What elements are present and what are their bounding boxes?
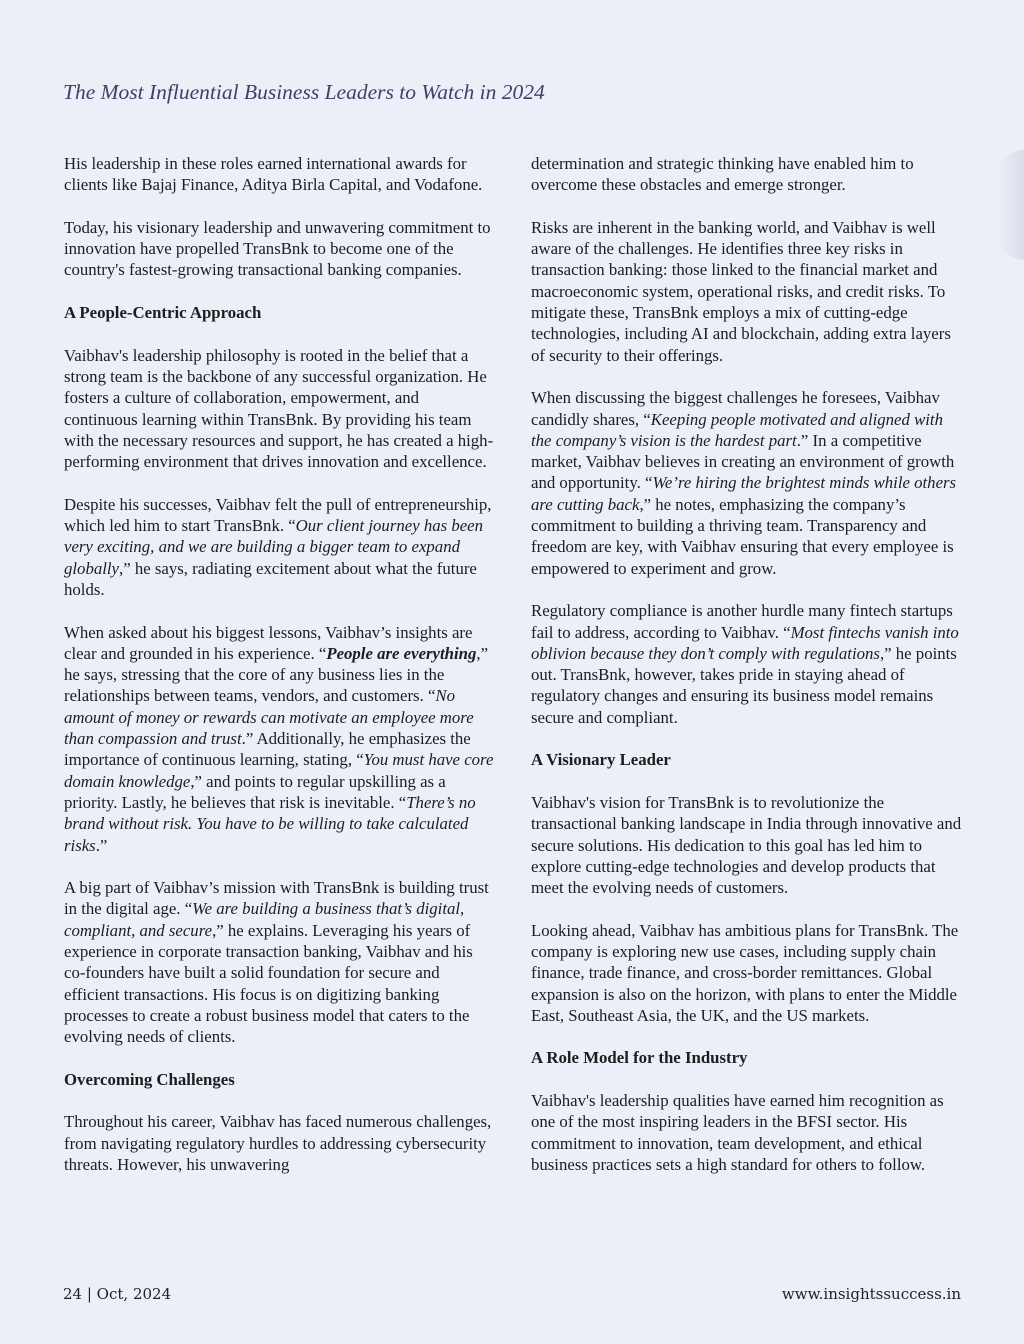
paragraph-text: Risks are inherent in the banking world, and Vaibhav is well aware of the challenges. He identifies three key risks in transaction banking: those linked to the financial market and macroeconomic system, operational risks, and credit risks. To mitigate these, TransBnk employs a mix of cutting-edge technologies, including AI and blockchain, adding extra layers of security to their offerings.	[531, 217, 951, 365]
paragraph-text: determination and strategic thinking have enabled him to overcome these obstacles and emerge stronger.	[531, 154, 914, 195]
emphasized-quote-text: People are everything	[326, 643, 477, 663]
paragraph-text: Today, his visionary leadership and unwavering commitment to innovation have propelled TransBnk to become one of the country's fastest-growing transactional banking companies.	[64, 217, 491, 280]
paragraph-text: .”	[95, 835, 108, 855]
paragraph-text: Vaibhav's vision for TransBnk is to revolutionize the transactional banking landscape in India through innovative and secure solutions. His dedication to this goal has led him to explore cutting-edge technologies and develop products that meet the evolving needs of customers.	[531, 792, 962, 898]
body-paragraph	[531, 792, 963, 898]
paragraph-text: Regulatory compliance is another hurdle many fintech startups fail to address, according to Vaibhav. “	[531, 601, 953, 642]
body-paragraph	[64, 494, 496, 600]
body-paragraph	[64, 345, 496, 473]
heading-text: Overcoming Challenges	[64, 1069, 235, 1089]
quote-text: Keeping people motivated and aligned with the company’s vision is the hardest part	[531, 409, 943, 450]
section-heading	[531, 1047, 963, 1068]
body-paragraph	[531, 600, 963, 728]
paragraph-text: Vaibhav's leadership philosophy is rooted in the belief that a strong team is the backbone of any successful organization. He fosters a culture of collaboration, empowerment, and continuous learning within TransBnk. By providing his team with the necessary resources and support, he has created a high-performing environment that drives innovation and excellence.	[64, 345, 494, 472]
page-corner-shade	[998, 150, 1024, 260]
paragraph-text: ,” he explains. Leveraging his years of experience in corporate transaction banking, Vaibhav and his co-founders have built a solid foundation for secure and efficient transactions. His focus is on digitizing banking processes to create a robust business model that caters to the evolving needs of clients.	[64, 920, 473, 1047]
footer-page-info: 24 | Oct, 2024	[63, 1285, 172, 1303]
article-column-right	[531, 153, 963, 1175]
body-paragraph	[531, 217, 963, 366]
body-paragraph	[531, 1090, 963, 1175]
running-header-title: The Most Influential Business Leaders to Watch in 2024	[63, 80, 545, 104]
quote-text: We’re hiring the brightest minds while others are cutting back	[531, 473, 957, 514]
paragraph-text: ,” he says, radiating excitement about what the future holds.	[64, 558, 477, 599]
quote-text: No amount of money or rewards can motivate an employee more than compassion and trust	[64, 686, 474, 749]
paragraph-text: .” In a competitive market, Vaibhav believes in creating an environment of growth and opportunity. “	[531, 430, 955, 493]
quote-text: Our client journey has been very exciting, and we are building a bigger team to expand globally	[64, 516, 484, 578]
body-paragraph	[64, 153, 496, 196]
footer-website-link[interactable]: www.insightssuccess.in	[781, 1285, 961, 1303]
paragraph-text: .” Additionally, he emphasizes the importance of continuous learning, stating, “	[64, 729, 471, 770]
quote-text: Most fintechs vanish into oblivion because they don’t comply with regulations	[531, 622, 959, 663]
quote-text: You must have core domain knowledge	[64, 750, 494, 791]
paragraph-text: Vaibhav's leadership qualities have earned him recognition as one of the most inspiring leaders in the BFSI sector. His commitment to innovation, team development, and ethical business practices sets a high standard for others to follow.	[531, 1091, 944, 1174]
quote-text: We are building a business that’s digital, compliant, and secure	[64, 899, 465, 940]
paragraph-text: Looking ahead, Vaibhav has ambitious plans for TransBnk. The company is exploring new use cases, including supply chain finance, trade finance, and cross-border remittances. Global expansion is also on the horizon, with plans to enter the Middle East, Southeast Asia, the UK, and the US markets.	[531, 920, 959, 1025]
paragraph-text: His leadership in these roles earned international awards for clients like Bajaj Finance, Aditya Birla Capital, and Vodafone.	[64, 154, 483, 195]
paragraph-text: When discussing the biggest challenges he foresees, Vaibhav candidly shares, “	[531, 388, 940, 429]
body-paragraph	[64, 217, 496, 281]
section-heading	[531, 749, 963, 770]
body-paragraph	[531, 153, 963, 196]
section-heading	[64, 1069, 496, 1090]
section-heading	[64, 302, 496, 323]
paragraph-text: ,” he notes, emphasizing the company’s commitment to building a thriving team. Transparency and freedom are key, with Vaibhav ensuring that every employee is empowered to experiment and grow.	[531, 494, 954, 578]
paragraph-text: Despite his successes, Vaibhav felt the pull of entrepreneurship, which led him to start TransBnk. “	[64, 494, 492, 536]
body-paragraph	[531, 920, 963, 1026]
paragraph-text: When asked about his biggest lessons, Vaibhav’s insights are clear and grounded in his experience. “	[64, 622, 473, 663]
quote-text: There’s no brand without risk. You have to be willing to take calculated risks	[64, 792, 476, 855]
paragraph-text: Throughout his career, Vaibhav has faced numerous challenges, from navigating regulatory hurdles to addressing cybersecurity threats. However, his unwavering	[64, 1112, 492, 1174]
body-paragraph	[64, 877, 496, 1047]
body-paragraph	[64, 622, 496, 856]
body-paragraph	[64, 1111, 496, 1175]
paragraph-text: ,” he points out. TransBnk, however, takes pride in staying ahead of regulatory changes and ensuring its business model remains secure and compliant.	[531, 643, 957, 727]
body-paragraph	[531, 387, 963, 579]
paragraph-text: A big part of Vaibhav’s mission with TransBnk is building trust in the digital age. “	[64, 878, 489, 919]
article-column-left	[64, 153, 496, 1175]
paragraph-text: ,” he says, stressing that the core of any business lies in the relationships between teams, vendors, and customers. “	[64, 643, 489, 706]
paragraph-text: ,” and points to regular upskilling as a priority. Lastly, he believes that risk is inevitable. “	[64, 771, 446, 812]
heading-text: A People-Centric Approach	[64, 303, 262, 323]
heading-text: A Visionary Leader	[531, 750, 671, 770]
heading-text: A Role Model for the Industry	[531, 1048, 748, 1068]
